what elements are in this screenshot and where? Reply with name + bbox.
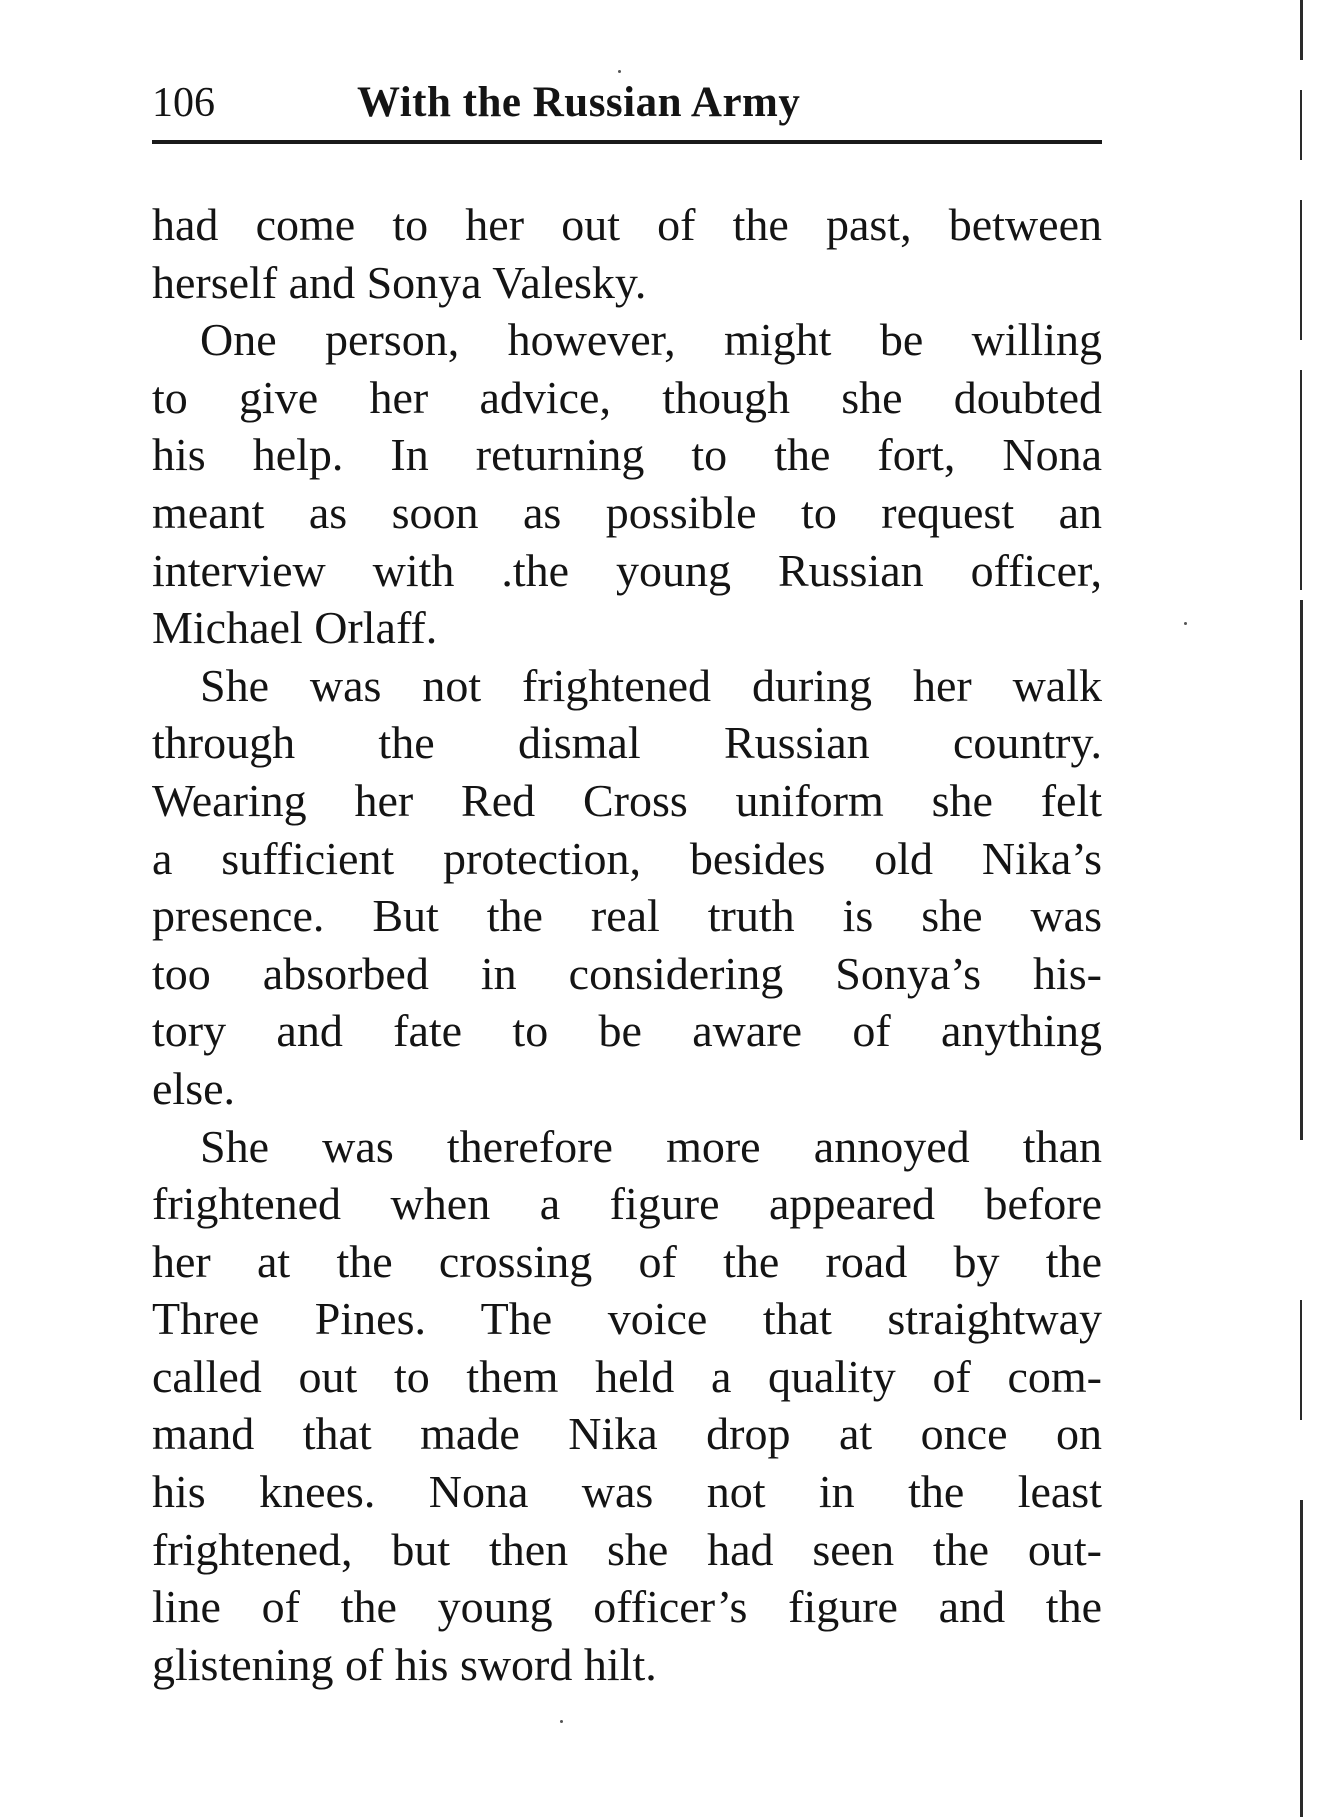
text-line: Wearing her Red Cross uniform she felt: [152, 774, 1102, 826]
text-line: had come to her out of the past, between: [152, 199, 1102, 250]
text-line: his help. In returning to the fort, Nona: [152, 429, 1102, 481]
paragraph-2: [152, 311, 1102, 657]
text-line: line of the young officer’s figure and the: [152, 1581, 1102, 1633]
paragraph-4: [152, 1118, 1102, 1694]
text-line: glistening of his sword hilt.: [152, 1638, 657, 1690]
scan-speck: [618, 70, 621, 73]
body-text: [152, 196, 1102, 1693]
scan-speck: [560, 1720, 563, 1723]
text-line: frightened when a figure appeared before: [152, 1178, 1102, 1230]
header-rule: [152, 140, 1102, 144]
text-line: else.: [152, 1062, 236, 1114]
running-title: With the Russian Army: [357, 79, 801, 126]
text-line: meant as soon as possible to request an: [152, 486, 1102, 538]
scan-edge-artifact: [1300, 0, 1303, 1817]
paragraph-1: [152, 196, 1102, 311]
text-line: a sufficient protection, besides old Nika’s: [152, 832, 1102, 884]
text-line: presence. But the real truth is she was: [152, 890, 1102, 942]
text-line: called out to them held a quality of com-: [152, 1350, 1102, 1402]
text-line: to give her advice, though she doubted: [152, 371, 1102, 423]
text-line: mand that made Nika drop at once on: [152, 1408, 1102, 1460]
paragraph-3: [152, 657, 1102, 1118]
text-line: herself and Sonya Valesky.: [152, 256, 647, 308]
text-line: One person, however, might be willing: [200, 314, 1102, 366]
text-line: too absorbed in considering Sonya’s his-: [152, 947, 1102, 999]
page-number: 106: [152, 80, 215, 126]
running-head: [152, 78, 1102, 138]
text-line: interview with .the young Russian officer,: [152, 544, 1102, 596]
text-line: frightened, but then she had seen the out-: [152, 1523, 1102, 1575]
text-line: through the dismal Russian country.: [152, 717, 1102, 769]
scan-speck: [1184, 622, 1187, 625]
text-line: She was not frightened during her walk: [200, 659, 1102, 711]
text-line: her at the crossing of the road by the: [152, 1235, 1102, 1287]
text-line: his knees. Nona was not in the least: [152, 1466, 1102, 1518]
text-line: Michael Orlaff.: [152, 602, 438, 654]
text-line: tory and fate to be aware of anything: [152, 1005, 1102, 1057]
text-line: She was therefore more annoyed than: [200, 1120, 1102, 1172]
text-line: Three Pines. The voice that straightway: [152, 1293, 1102, 1345]
